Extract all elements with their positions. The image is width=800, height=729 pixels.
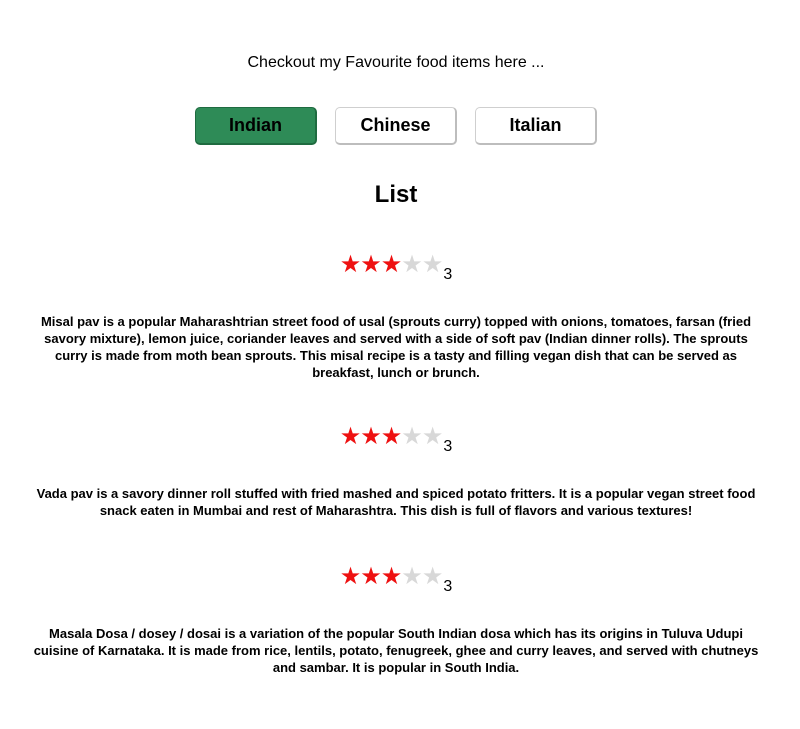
rating-value: 3 bbox=[443, 578, 453, 595]
star-rating[interactable] bbox=[30, 253, 762, 287]
cuisine-tabs bbox=[0, 107, 792, 145]
list-item bbox=[30, 253, 762, 381]
stars bbox=[340, 565, 443, 589]
star-icon[interactable]: ★ bbox=[421, 251, 443, 278]
list-item bbox=[30, 565, 762, 676]
item-description: Misal pav is a popular Maharashtrian street food of usal (sprouts curry) topped with onions, tomatoes, farsan (fried savory mixture), lemon juice, coriander leaves and served with a side of soft pav (Indian dinner rolls). The sprouts curry is made from moth bean sprouts. This misal recipe is a tasty and filling vegan dish that can be served as breakfast, lunch or brunch. bbox=[40, 314, 752, 380]
tab-chinese[interactable]: Chinese bbox=[335, 107, 457, 145]
stars bbox=[340, 253, 443, 277]
tab-italian[interactable]: Italian bbox=[475, 107, 597, 145]
star-icon[interactable]: ★ bbox=[421, 563, 443, 590]
list-item bbox=[30, 425, 762, 519]
list-title: List bbox=[374, 181, 418, 208]
star-icon[interactable]: ★ bbox=[339, 251, 361, 278]
star-icon[interactable]: ★ bbox=[421, 423, 443, 450]
star-icon[interactable]: ★ bbox=[380, 251, 402, 278]
star-icon[interactable]: ★ bbox=[339, 423, 361, 450]
stars bbox=[340, 425, 443, 449]
tab-indian[interactable]: Indian bbox=[195, 107, 317, 145]
star-icon[interactable]: ★ bbox=[339, 563, 361, 590]
star-icon[interactable]: ★ bbox=[360, 423, 381, 450]
star-rating[interactable] bbox=[30, 425, 762, 459]
star-rating[interactable] bbox=[30, 565, 762, 599]
star-icon[interactable]: ★ bbox=[360, 563, 381, 590]
rating-value: 3 bbox=[443, 438, 453, 455]
item-description: Vada pav is a savory dinner roll stuffed with fried mashed and spiced potato fritters. It is a popular vegan street food snack eaten in Mumbai and rest of Maharashtra. This dish is full of flavors and various textures! bbox=[36, 486, 756, 518]
star-icon[interactable]: ★ bbox=[360, 251, 381, 278]
star-icon[interactable]: ★ bbox=[380, 423, 402, 450]
rating-value: 3 bbox=[443, 266, 453, 283]
item-description: Masala Dosa / dosey / dosai is a variation of the popular South Indian dosa which has its origins in Tuluva Udupi cuisine of Karnataka. It is made from rice, lentils, potato, fenugreek, ghee and curry leaves, and served with chutneys and sambar. It is popular in South India. bbox=[33, 626, 759, 675]
star-icon[interactable]: ★ bbox=[401, 563, 422, 590]
star-icon[interactable]: ★ bbox=[380, 563, 402, 590]
star-icon[interactable]: ★ bbox=[401, 251, 422, 278]
star-icon[interactable]: ★ bbox=[401, 423, 422, 450]
intro-text: Checkout my Favourite food items here ... bbox=[247, 54, 545, 71]
